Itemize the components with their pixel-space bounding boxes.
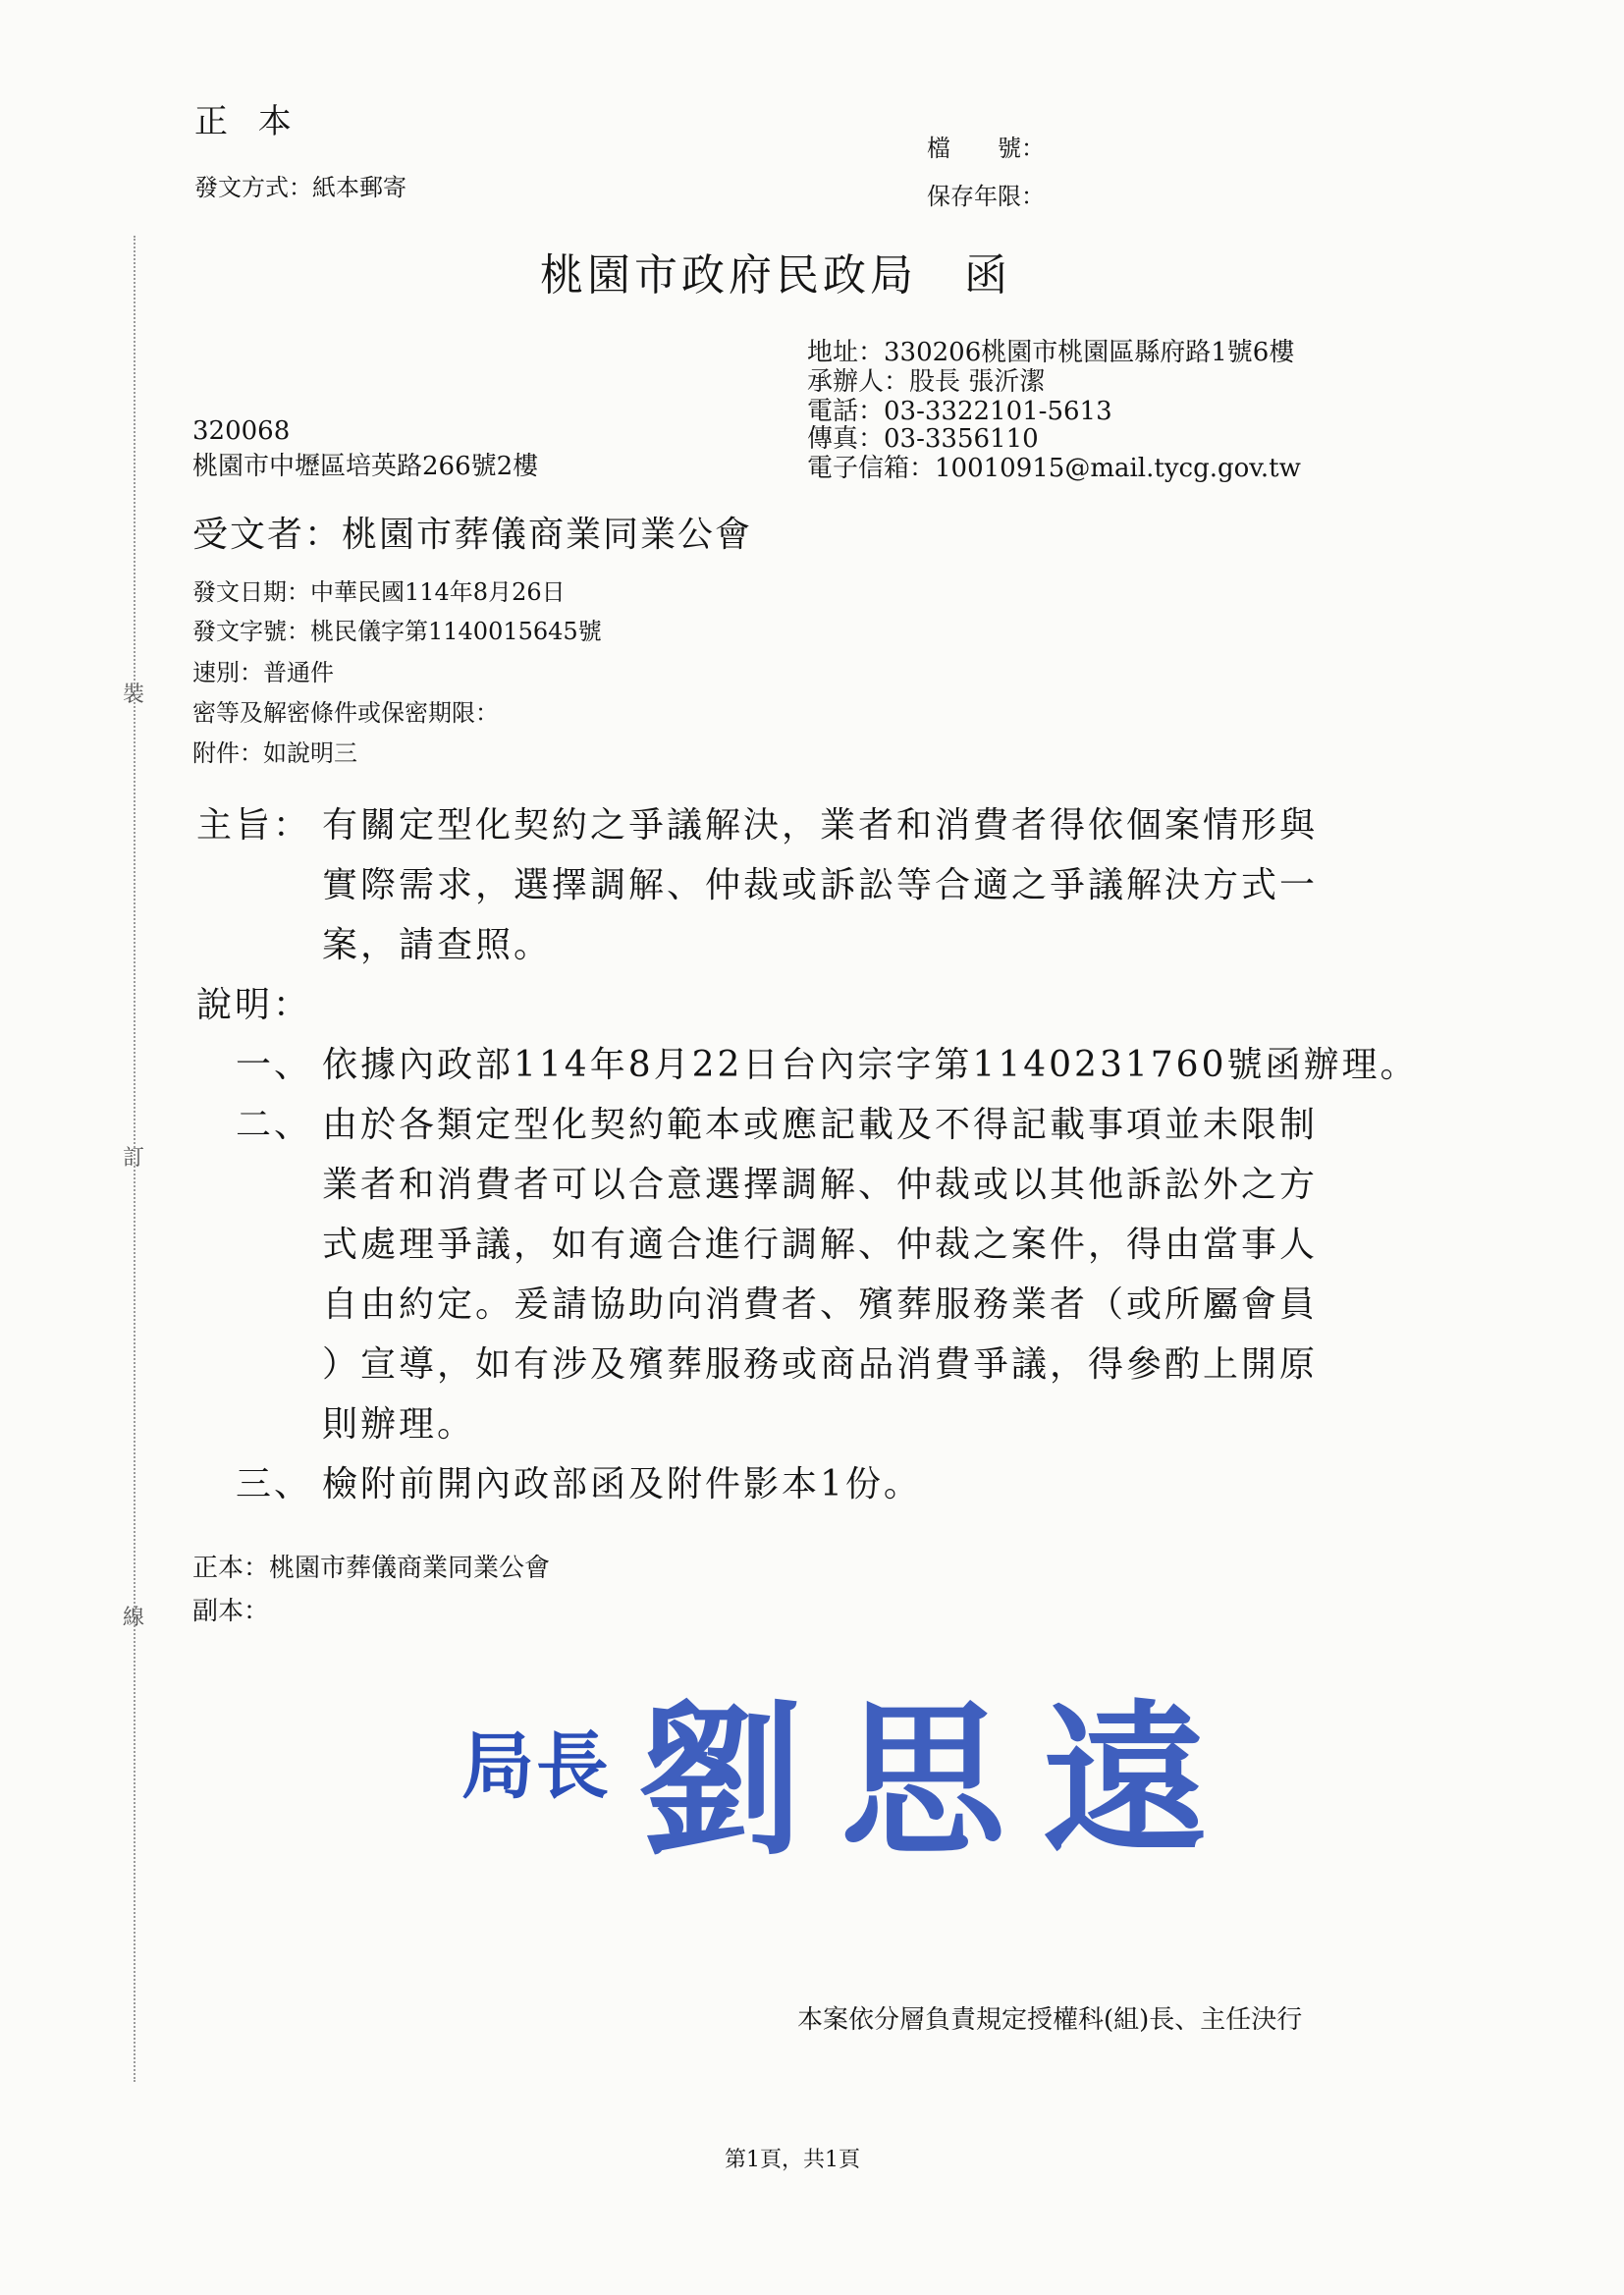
fax: 傳真：03-3356110 [807, 424, 1039, 454]
signature-name-stamp: 劉思遠 [638, 1683, 1245, 1878]
copy-type: 正 本 [194, 102, 301, 141]
explanation-line: 業者和消費者可以合意選擇調解、仲裁或以其他訴訟外之方 [322, 1165, 1319, 1205]
delegation-note: 本案依分層負責規定授權科(組)長、主任決行 [797, 2005, 1303, 2035]
recipient-address: 桃園市中壢區培英路266號2樓 [192, 452, 539, 481]
agency-name: 桃園市政府民政局 [540, 250, 917, 301]
document-type: 函 [964, 250, 1011, 301]
item-number: 一、 [236, 1045, 313, 1085]
issue-date: 發文日期：中華民國114年8月26日 [192, 578, 566, 606]
binding-mark-xian: 線 [123, 1606, 145, 1630]
handler: 承辦人：股長 張沂潔 [807, 367, 1046, 397]
phone: 電話：03-3322101-5613 [807, 397, 1112, 426]
item-number: 三、 [236, 1464, 313, 1504]
binding-mark-ding: 訂 [123, 1146, 145, 1171]
binding-mark-zhuang: 裝 [123, 683, 145, 707]
explanation-line: ）宣導，如有涉及殯葬服務或商品消費爭議，得參酌上開原 [322, 1344, 1319, 1385]
explanation-line: 依據內政部114年8月22日台內宗字第1140231760號函辦理。 [322, 1045, 1419, 1085]
distribution-copy: 副本： [192, 1597, 270, 1626]
subject-line: 實際需求，選擇調解、仲裁或訴訟等合適之爭議解決方式一 [322, 865, 1319, 905]
subject-line: 有關定型化契約之爭議解決，業者和消費者得依個案情形與 [322, 805, 1319, 846]
explanation-line: 檢附前開內政部函及附件影本1份。 [322, 1464, 922, 1504]
explanation-line: 式處理爭議，如有適合進行調解、仲裁之案件，得由當事人 [322, 1225, 1319, 1265]
subject-line: 案，請查照。 [322, 925, 553, 965]
explanation-line: 自由約定。爰請協助向消費者、殯葬服務業者（或所屬會員 [322, 1284, 1319, 1325]
recipient: 受文者：桃園市葬儀商業同業公會 [192, 515, 753, 555]
signature-title-stamp: 局長 [461, 1724, 611, 1809]
document-number: 發文字號：桃民儀字第1140015645號 [192, 618, 602, 645]
explanation-label: 說明： [196, 985, 312, 1025]
explanation-line: 則辦理。 [322, 1404, 476, 1445]
sender-address: 地址：330206桃園市桃園區縣府路1號6樓 [807, 338, 1295, 367]
delivery-speed: 速別：普通件 [192, 659, 334, 686]
distribution-original: 正本：桃園市葬儀商業同業公會 [192, 1554, 551, 1583]
attachment: 附件：如說明三 [192, 739, 357, 767]
retention-label: 保存年限： [927, 183, 1045, 210]
subject-label: 主旨： [196, 805, 312, 846]
explanation-line: 由於各類定型化契約範本或應記載及不得記載事項並未限制 [322, 1105, 1319, 1145]
item-number: 二、 [236, 1105, 313, 1145]
classification: 密等及解密條件或保密期限： [192, 699, 499, 727]
email: 電子信箱：10010915@mail.tycg.gov.tw [807, 454, 1301, 483]
recipient-postal-code: 320068 [192, 416, 291, 446]
page-footer: 第1頁，共1頁 [725, 2148, 860, 2172]
file-number-label: 檔 號： [927, 135, 1045, 162]
delivery-method: 發文方式：紙本郵寄 [194, 174, 406, 201]
document-title [540, 240, 1011, 302]
